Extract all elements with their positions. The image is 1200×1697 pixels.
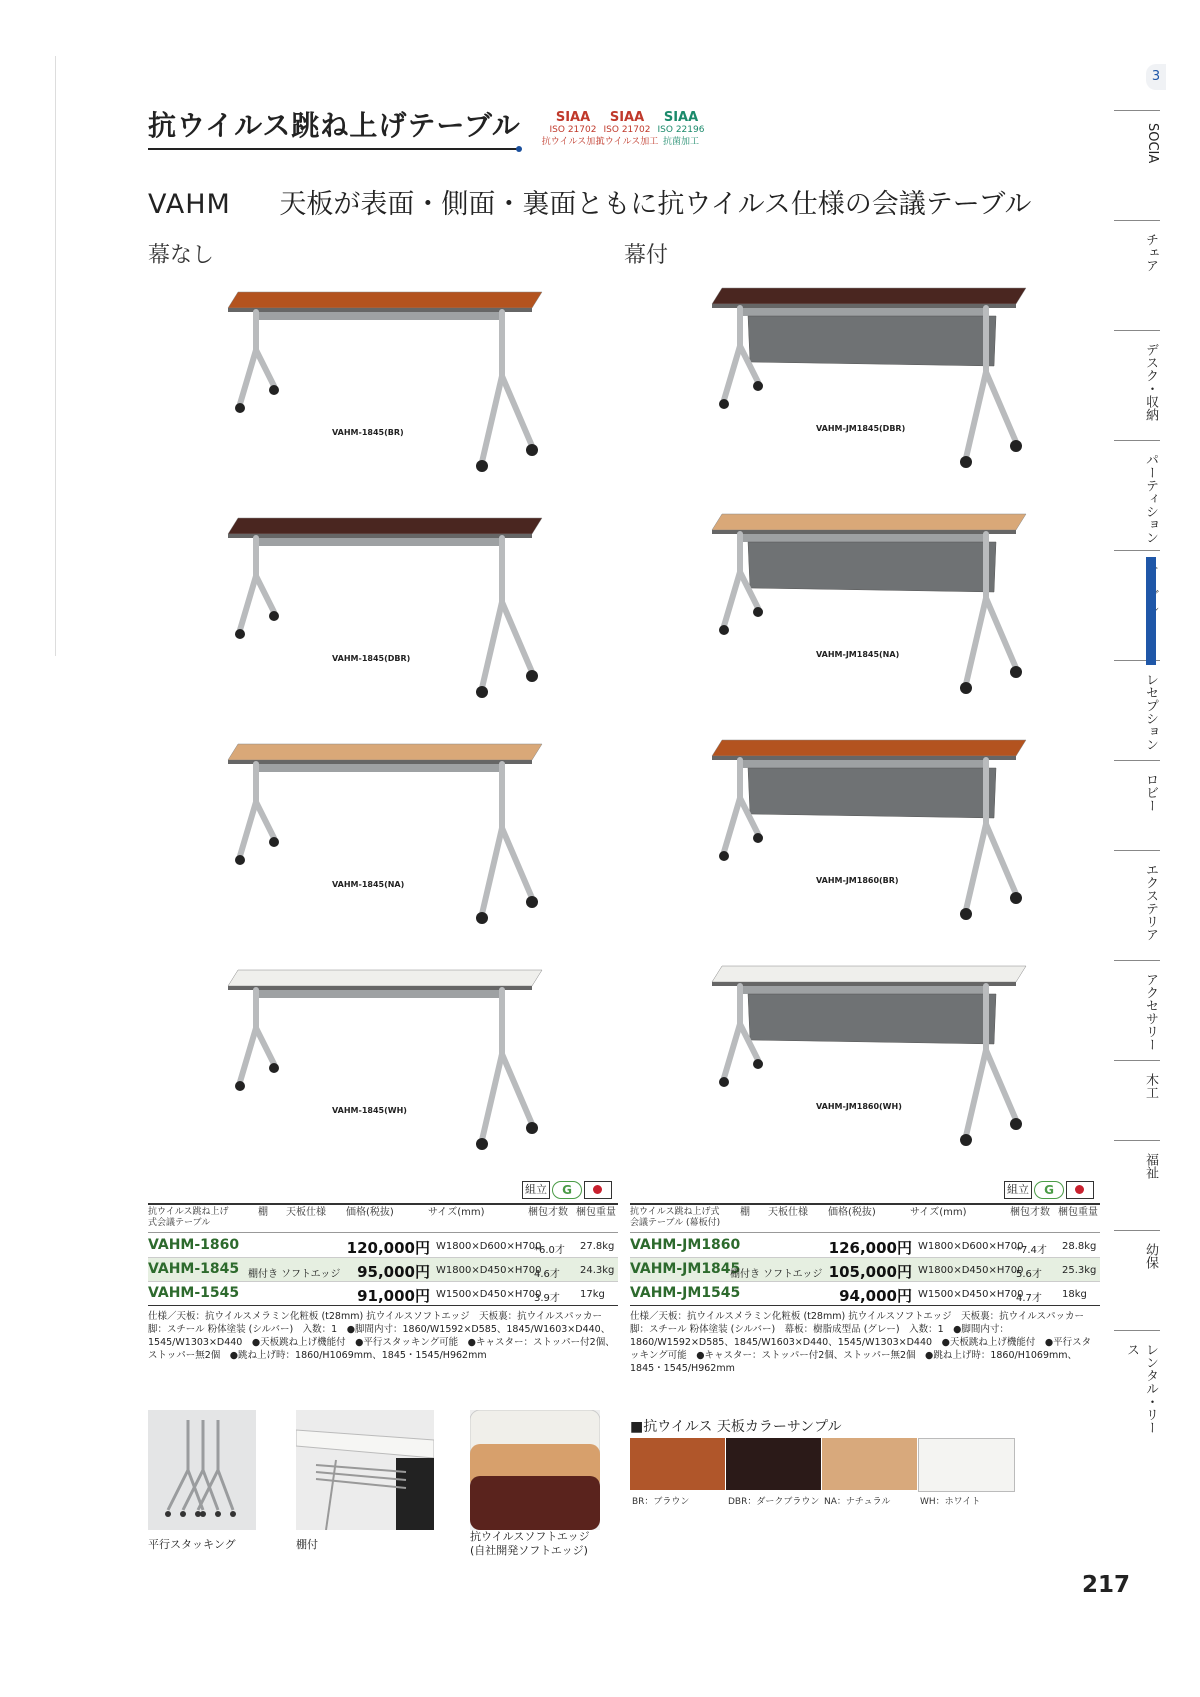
table-illustration <box>696 734 1036 934</box>
swatch-label: BR：ブラウン <box>632 1497 690 1507</box>
shelf-photo <box>296 1410 434 1530</box>
series-description: 天板が表面・側面・裏面ともに抗ウイルス仕様の会議テーブル <box>279 189 1032 220</box>
table-row-weight: 27.8kg <box>580 1241 615 1252</box>
table-header-cell: サイズ(mm) <box>428 1207 485 1218</box>
section-no-panel: 幕なし <box>148 243 215 268</box>
table-illustration <box>212 738 552 938</box>
table-row-volume: *6.0才 <box>534 1245 565 1256</box>
table-row-size: W1800×D450×H700 <box>918 1265 1024 1276</box>
series-code: VAHM <box>148 189 231 220</box>
table-illustration <box>696 508 1036 708</box>
table-row-weight: 17kg <box>580 1289 605 1300</box>
side-tab[interactable]: レンタル・リース <box>1114 1330 1160 1440</box>
product-caption: VAHM-JM1860(BR) <box>816 876 899 885</box>
table-row-price: 94,000円 <box>839 1287 912 1305</box>
table-row-volume: 3.9才 <box>534 1293 560 1304</box>
swatch-label: DBR：ダークブラウン <box>728 1497 820 1507</box>
table-header-cell: 梱包才数 <box>1010 1207 1050 1218</box>
table-header-cell: 価格(税抜) <box>828 1207 876 1218</box>
table-header-cell: サイズ(mm) <box>910 1207 967 1218</box>
edge-caption: 抗ウイルスソフトエッジ (自社開発ソフトエッジ) <box>470 1530 590 1557</box>
table-illustration <box>212 286 552 486</box>
side-tab[interactable]: SOCIA <box>1114 110 1160 220</box>
table-row-weight: 25.3kg <box>1062 1265 1097 1276</box>
corner-tag: 3 <box>1146 64 1166 90</box>
table-row-shelf: 棚付き <box>248 1269 278 1280</box>
side-tab[interactable]: 木工 <box>1114 1060 1160 1140</box>
spec-text: 仕様／天板：抗ウイルスメラミン化粧板 (t28mm) 抗ウイルスソフトエッジ 天板裏：抗ウイルスパッカー 脚：スチール 粉体塗装 (シルバー) 幕板：樹脂成型品 (グレー) 入数：1 ●脚間内寸：1860/W1592×D585、1845/W1603×D440、1545/W1303×D440 ●天板跳ね上げ機能付 ●平行スタッキング可能 ●キャスター：ストッパー付2個、ストッパー無2個 ●跳ね上げ時：1860/H1069mm、1845・1545/H962mm <box>630 1311 1094 1374</box>
table-top-rule <box>148 1203 618 1205</box>
assembly-icon: 組立 <box>1004 1181 1032 1199</box>
table-header-cell: 抗ウイルス跳ね上げ 式会議テーブル <box>148 1207 229 1228</box>
table-row-volume: 4.7才 <box>1016 1293 1042 1304</box>
table-illustration <box>212 964 552 1164</box>
swatch-label: NA：ナチュラル <box>824 1497 891 1507</box>
active-tab-marker <box>1146 557 1156 665</box>
side-tab[interactable]: アクセサリー <box>1114 960 1160 1060</box>
table-row-model: VAHM-JM1860 <box>630 1237 741 1253</box>
color-swatch <box>918 1438 1015 1492</box>
table-row-model: VAHM-JM1545 <box>630 1285 741 1301</box>
assembly-icon: 組立 <box>522 1181 550 1199</box>
side-tab[interactable]: レセプション <box>1114 660 1160 760</box>
table-row-size: W1500×D450×H700 <box>436 1289 542 1300</box>
side-tab[interactable]: 福祉 <box>1114 1140 1160 1230</box>
swatch-label: WH：ホワイト <box>920 1497 981 1507</box>
side-tab[interactable]: ロビー <box>1114 760 1160 850</box>
table-row-price: 91,000円 <box>357 1287 430 1305</box>
product-caption: VAHM-1845(BR) <box>332 428 404 437</box>
table-row-size: W1500×D450×H700 <box>918 1289 1024 1300</box>
table-row-price: 95,000円 <box>357 1263 430 1281</box>
margin-line <box>55 56 56 656</box>
page-number: 217 <box>1082 1572 1131 1598</box>
table-row-size: W1800×D600×H700 <box>436 1241 542 1252</box>
side-tab[interactable]: エクステリア <box>1114 850 1160 960</box>
edge-photo <box>470 1410 600 1530</box>
badge-line1: ISO 21702 <box>603 125 651 135</box>
badge-line2: 抗ウイルス加工 <box>541 137 605 147</box>
table-header-cell: 価格(税抜) <box>346 1207 394 1218</box>
siaa-badge-3 <box>648 112 714 162</box>
icon-group-right <box>1004 1181 1094 1199</box>
table-row-size: W1800×D600×H700 <box>918 1241 1024 1252</box>
table-row-volume: 4.6才 <box>534 1269 560 1280</box>
table-row-rule <box>148 1281 618 1282</box>
table-header-rule <box>630 1232 1100 1233</box>
title-underline <box>148 148 518 150</box>
badge-name: SIAA <box>609 110 645 125</box>
product-caption: VAHM-1845(DBR) <box>332 654 411 663</box>
badge-name: SIAA <box>555 110 591 125</box>
table-illustration <box>212 512 552 712</box>
section-with-panel: 幕付 <box>624 243 669 268</box>
table-row-weight: 18kg <box>1062 1289 1087 1300</box>
badge-line1: ISO 21702 <box>549 125 597 135</box>
page-title: 抗ウイルス跳ね上げテーブル <box>148 109 521 142</box>
table-row-model: VAHM-1860 <box>148 1237 240 1253</box>
table-row-weight: 24.3kg <box>580 1265 615 1276</box>
table-row-top: ソフトエッジ <box>281 1269 341 1280</box>
table-row-price: 105,000円 <box>828 1263 912 1281</box>
color-swatch <box>630 1438 725 1490</box>
side-tab[interactable]: チェア <box>1114 220 1160 330</box>
product-caption: VAHM-1845(WH) <box>332 1106 407 1115</box>
japan-flag-icon <box>584 1181 612 1199</box>
swatch-title: ■抗ウイルス 天板カラーサンプル <box>630 1419 842 1435</box>
product-caption: VAHM-JM1860(WH) <box>816 1102 902 1111</box>
product-caption: VAHM-JM1845(DBR) <box>816 424 906 433</box>
side-tab[interactable]: パーティション <box>1114 440 1160 550</box>
japan-flag-icon <box>1066 1181 1094 1199</box>
g-mark-icon: G <box>1034 1181 1064 1199</box>
icon-group-left <box>522 1181 612 1199</box>
product-caption: VAHM-JM1845(NA) <box>816 650 900 659</box>
table-row-weight: 28.8kg <box>1062 1241 1097 1252</box>
table-header-cell: 梱包重量 <box>576 1207 616 1218</box>
table-row-rule <box>630 1305 1100 1306</box>
table-header-rule <box>148 1232 618 1233</box>
table-header-cell: 梱包才数 <box>528 1207 568 1218</box>
side-tab[interactable]: 幼保 <box>1114 1230 1160 1330</box>
color-swatch <box>726 1438 821 1490</box>
table-row-rule <box>148 1305 618 1306</box>
color-swatch <box>822 1438 917 1490</box>
table-row-model: VAHM-JM1845 <box>630 1261 741 1277</box>
table-row-model: VAHM-1845 <box>148 1261 240 1277</box>
table-row-model: VAHM-1545 <box>148 1285 240 1301</box>
stacking-caption: 平行スタッキング <box>148 1538 236 1551</box>
table-header-cell: 天板仕様 <box>768 1207 808 1218</box>
series-subtitle <box>148 182 1031 221</box>
table-row-price: 120,000円 <box>346 1239 430 1257</box>
shelf-caption: 棚付 <box>296 1538 318 1551</box>
side-tab[interactable]: デスク・収納 <box>1114 330 1160 440</box>
table-header-cell: 棚 <box>258 1207 268 1218</box>
table-header-cell: 天板仕様 <box>286 1207 326 1218</box>
spec-text: 仕様／天板：抗ウイルスメラミン化粧板 (t28mm) 抗ウイルスソフトエッジ 天板裏：抗ウイルスパッカー 脚：スチール 粉体塗装 (シルバー) 入数：1 ●脚間内寸：1860/W1592×D585、1845/W1603×D440、1545/W1303×D440 ●天板跳ね上げ機能付 ●平行スタッキング可能 ●キャスター：ストッパー付2個、ストッパー無2個 ●跳ね上げ時：1860/H1069mm、1845・1545/H962mm <box>148 1311 615 1361</box>
badge-name: SIAA <box>663 110 699 125</box>
title-dot <box>516 146 522 152</box>
table-row-shelf: 棚付き <box>730 1269 760 1280</box>
table-row-top: ソフトエッジ <box>763 1269 823 1280</box>
table-header-cell: 棚 <box>740 1207 750 1218</box>
product-caption: VAHM-1845(NA) <box>332 880 405 889</box>
badge-line1: ISO 22196 <box>657 125 705 135</box>
g-mark-icon: G <box>552 1181 582 1199</box>
table-row-size: W1800×D450×H700 <box>436 1265 542 1276</box>
table-illustration <box>696 282 1036 482</box>
table-header-cell: 抗ウイルス跳ね上げ式 会議テーブル (幕板付) <box>630 1207 721 1228</box>
table-header-cell: 梱包重量 <box>1058 1207 1098 1218</box>
table-illustration <box>696 960 1036 1160</box>
table-row-price: 126,000円 <box>828 1239 912 1257</box>
stacking-photo <box>148 1410 256 1530</box>
table-row-rule <box>630 1281 1100 1282</box>
table-top-rule <box>630 1203 1100 1205</box>
table-row-volume: 5.6才 <box>1016 1269 1042 1280</box>
badge-line2: 抗ウイルス加工 <box>595 137 659 147</box>
table-row-volume: *7.4才 <box>1016 1245 1047 1256</box>
badge-line2: 抗菌加工 <box>662 137 699 147</box>
